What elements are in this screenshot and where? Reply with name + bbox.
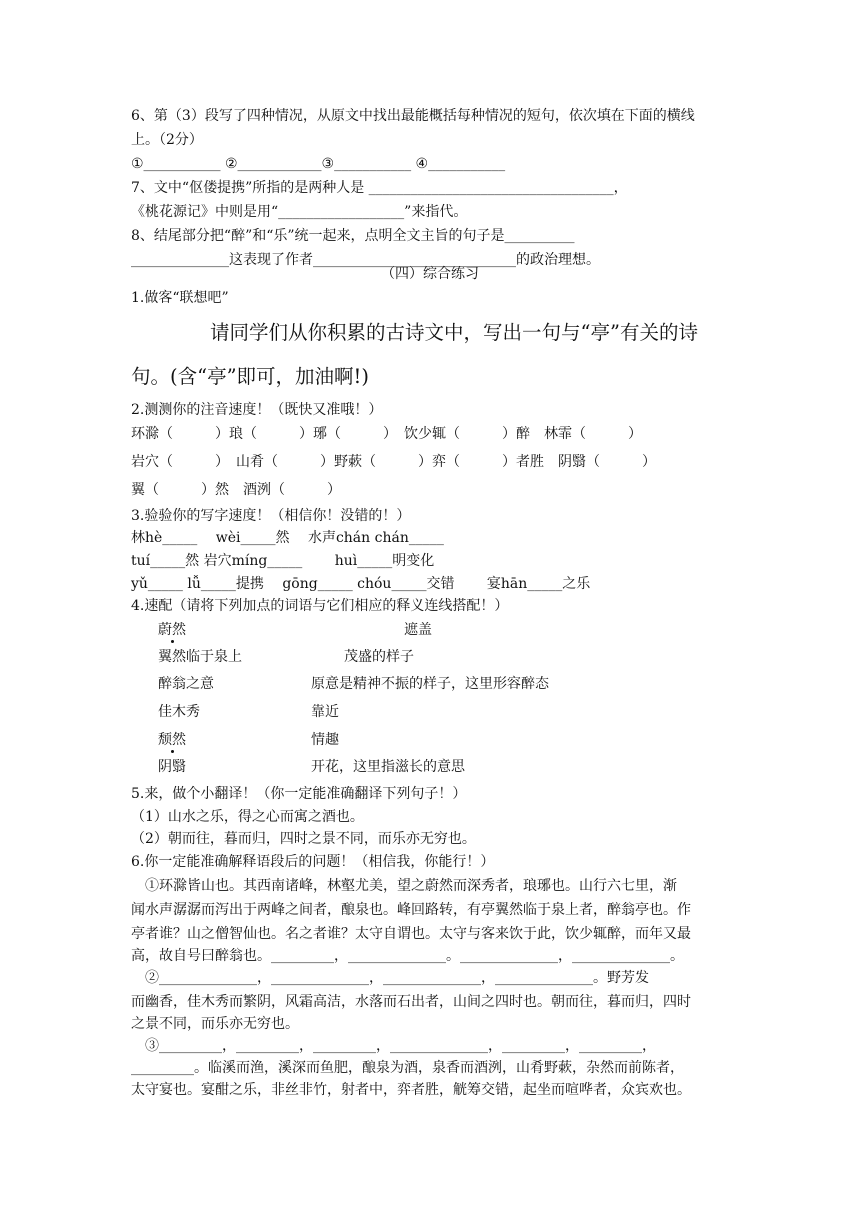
task-1-title: 1.做客“联想吧” xyxy=(131,290,229,306)
translate-item-2: （2）朝而往，暮而归，四时之景不同，而乐亦无穷也。 xyxy=(131,831,476,847)
translate-item-1: （1）山水之乐，得之心而寓之酒也。 xyxy=(131,809,364,825)
q7-line-2[interactable]: 《桃花源记》中则是用“__________________”来指代。 xyxy=(131,204,468,220)
passage-line-1: ①环滁皆山也。其西南诸峰，林壑尤美，望之蔚然而深秀者，琅琊也。山行六七里，渐 xyxy=(131,878,677,894)
q6-blanks[interactable]: ①___________ ②____________③___________ ④___________ xyxy=(131,156,506,172)
writing-row-3[interactable]: yǔ_____ lǚ_____提携 gōng_____ chóu_____交错 宴hān_____之乐 xyxy=(131,576,591,592)
match-left-2[interactable]: 翼然临于泉上 xyxy=(158,649,242,665)
q8-line-2[interactable]: ______________这表现了作者_____________________________的政治理想。 xyxy=(131,252,600,268)
passage-line-9[interactable]: _________。临溪而渔，溪深而鱼肥，酿泉为酒，泉香而酒洌，山肴野蔌，杂然而前陈者， xyxy=(131,1060,684,1076)
section-heading: （四）综合练习 xyxy=(381,266,479,282)
passage-line-8[interactable]: ③_________，_________，_________，______________，_________，_________， xyxy=(131,1038,656,1054)
pinyin-row-3[interactable]: 翼（ ）然 酒洌（ ） xyxy=(131,482,341,498)
q6-line-1: 6、第（3）段写了四种情况，从原文中找出最能概括每种情况的短句，依次填在下面的横线 xyxy=(131,108,695,124)
task-2-title: 2.测测你的注音速度！（既快又准哦！） xyxy=(131,402,383,418)
match-left-3[interactable]: 醉翁之意 xyxy=(158,676,214,692)
passage-line-2: 闻水声潺潺而泻出于两峰之间者，酿泉也。峰回路转，有亭翼然临于泉上者，醉翁亭也。作 xyxy=(131,902,691,918)
task-1-prompt: 请同学们从你积累的古诗文中，写出一句与“亭”有关的诗 xyxy=(210,321,698,344)
task-4-title: 4.速配（请将下列加点的词语与它们相应的释义连线搭配！） xyxy=(131,598,509,614)
task-5-title: 5.来，做个小翻译！（你一定能准确翻译下列句子！） xyxy=(131,786,467,802)
passage-line-10: 太守宴也。宴酣之乐，非丝非竹，射者中，弈者胜，觥筹交错，起坐而喧哗者，众宾欢也。 xyxy=(131,1082,691,1098)
passage-line-4[interactable]: 高，故自号曰醉翁也。_________，______________。______________，______________。 xyxy=(131,948,684,964)
pinyin-row-2[interactable]: 岩穴（ ） 山肴（ ）野蔌（ ）弈（ ）者胜 阴翳（ ） xyxy=(131,454,656,470)
match-left-5[interactable]: 颓然 xyxy=(158,732,186,748)
passage-line-6: 而幽香，佳木秀而繁阴，风霜高洁，水落而石出者，山间之四时也。朝而往，暮而归，四时 xyxy=(131,994,691,1010)
passage-line-5[interactable]: ②______________，______________，______________，______________。野芳发 xyxy=(131,970,649,986)
q6-line-2: 上。（2分） xyxy=(131,132,203,148)
match-left-6[interactable]: 阴翳 xyxy=(158,759,186,775)
pinyin-row-1[interactable]: 环滁（ ）琅（ ）琊（ ） 饮少辄（ ）醉 林霏（ ） xyxy=(131,426,642,442)
task-3-title: 3.验验你的写字速度！（相信你！没错的！） xyxy=(131,508,411,524)
passage-line-7: 之景不同，而乐亦无穷也。 xyxy=(131,1016,299,1032)
q8-line-1[interactable]: 8、结尾部分把“醉”和“乐”统一起来，点明全文主旨的句子是__________ xyxy=(131,228,575,244)
match-right-3[interactable]: 原意是精神不振的样子，这里形容醉态 xyxy=(311,676,549,692)
match-right-6[interactable]: 开花，这里指滋长的意思 xyxy=(311,759,465,775)
match-left-4[interactable]: 佳木秀 xyxy=(158,704,200,720)
q7-line-1[interactable]: 7、文中“伛偻提携”所指的是两种人是 ___________________________________， xyxy=(131,180,628,196)
match-right-1[interactable]: 遮盖 xyxy=(404,622,432,638)
match-right-4[interactable]: 靠近 xyxy=(311,704,339,720)
writing-row-2[interactable]: tuí_____然 岩穴míng_____ huì_____明变化 xyxy=(131,553,435,569)
writing-row-1[interactable]: 林hè_____ wèi_____然 水声chán chán_____ xyxy=(131,530,444,546)
task-6-title: 6.你一定能准确解释语段后的问题！（相信我，你能行！） xyxy=(131,854,495,870)
passage-line-3: 亭者谁？山之僧智仙也。名之者谁？太守自谓也。太守与客来饮于此，饮少辄醉，而年又最 xyxy=(131,926,691,942)
task-1-prompt-cont: 句。(含“亭”即可，加油啊!) xyxy=(131,365,369,388)
match-right-5[interactable]: 情趣 xyxy=(311,732,339,748)
match-right-2[interactable]: 茂盛的样子 xyxy=(344,649,414,665)
match-left-1[interactable]: 蔚然 xyxy=(158,622,186,638)
